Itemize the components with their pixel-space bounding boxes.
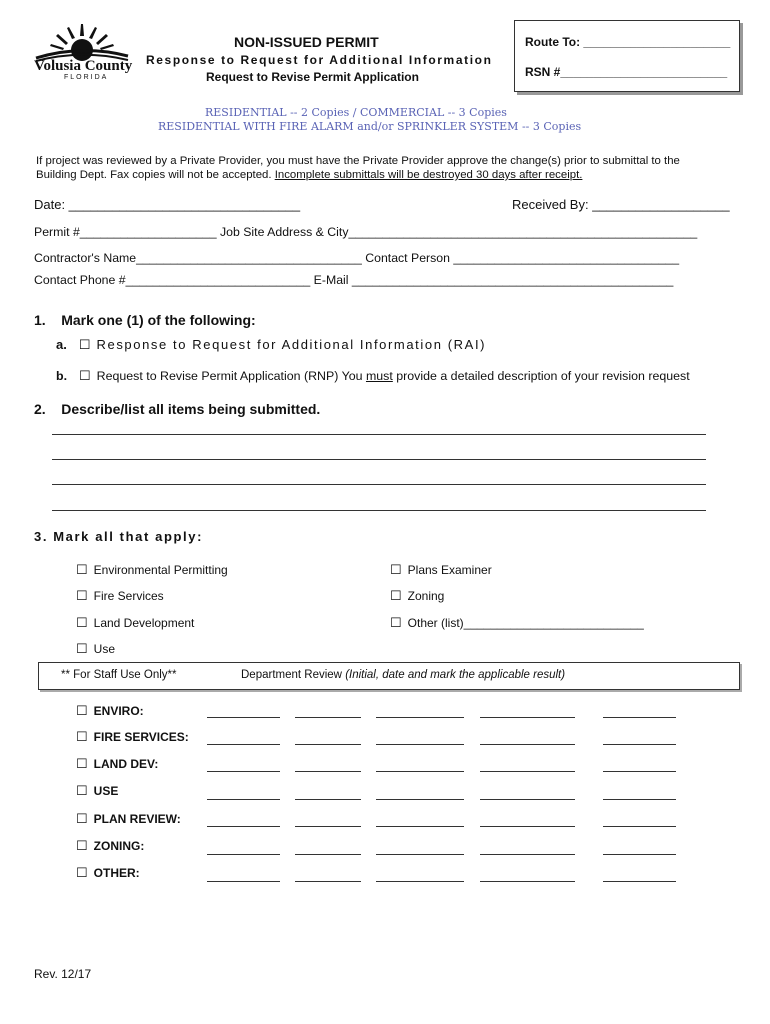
checkbox[interactable]: ☐ bbox=[76, 756, 88, 771]
notice-underlined: Incomplete submittals will be destroyed 30 days after receipt. bbox=[274, 169, 583, 181]
apply-other[interactable] bbox=[390, 615, 644, 631]
description-line-3[interactable] bbox=[52, 484, 706, 485]
zoning-reviewed-line[interactable] bbox=[376, 854, 464, 855]
zoning-rejected-line[interactable] bbox=[480, 854, 575, 855]
option-a-text: Response to Request for Additional Information (RAI) bbox=[96, 337, 487, 352]
staff-row-plan-review[interactable] bbox=[76, 811, 181, 827]
checkbox[interactable]: ☐ bbox=[76, 811, 88, 826]
apply-fire-services[interactable] bbox=[76, 588, 164, 604]
form-title: NON-ISSUED PERMIT bbox=[234, 34, 379, 50]
fire-date-line[interactable] bbox=[295, 744, 361, 745]
staff-row-label: ZONING: bbox=[93, 839, 145, 853]
checkbox[interactable]: ☐ bbox=[76, 615, 88, 630]
notice-line-1: If project was reviewed by a Private Provider, you must have the Private Provider approve the change(s) prior to submittal to the bbox=[36, 155, 680, 167]
apply-land-development[interactable] bbox=[76, 615, 194, 631]
plan-reviewed-line[interactable] bbox=[376, 826, 464, 827]
plan-rejected-line[interactable] bbox=[480, 826, 575, 827]
zoning-initials-line[interactable] bbox=[207, 854, 280, 855]
land-date-line[interactable] bbox=[295, 771, 361, 772]
plan-na-line[interactable] bbox=[603, 826, 676, 827]
staff-row-label: LAND DEV: bbox=[93, 757, 159, 771]
staff-row-label: USE bbox=[93, 784, 119, 798]
route-box bbox=[514, 20, 740, 92]
department-review-label bbox=[241, 669, 565, 681]
option-b-must: must bbox=[365, 369, 393, 383]
fire-rejected-line[interactable] bbox=[480, 744, 575, 745]
option-b-text-pre: Request to Revise Permit Application (RNP) You bbox=[96, 369, 366, 383]
staff-row-use[interactable] bbox=[76, 783, 118, 799]
option-a-checkbox[interactable]: ☐ bbox=[78, 337, 91, 352]
staff-use-box bbox=[38, 662, 740, 690]
received-by-field[interactable]: Received By: ___________________ bbox=[512, 197, 730, 212]
apply-environmental[interactable] bbox=[76, 562, 228, 578]
land-na-line[interactable] bbox=[603, 771, 676, 772]
other-reviewed-line[interactable] bbox=[376, 881, 464, 882]
use-rejected-line[interactable] bbox=[480, 799, 575, 800]
checkbox[interactable]: ☐ bbox=[76, 865, 88, 880]
land-rejected-line[interactable] bbox=[480, 771, 575, 772]
staff-row-zoning[interactable] bbox=[76, 838, 144, 854]
zoning-na-line[interactable] bbox=[603, 854, 676, 855]
sun-logo-icon bbox=[34, 22, 130, 62]
description-line-2[interactable] bbox=[52, 459, 706, 460]
land-initials-line[interactable] bbox=[207, 771, 280, 772]
apply-use[interactable] bbox=[76, 641, 115, 657]
option-b-checkbox[interactable]: ☐ bbox=[79, 368, 91, 383]
use-date-line[interactable] bbox=[295, 799, 361, 800]
staff-use-label: ** For Staff Use Only** bbox=[61, 669, 177, 681]
copies-line-2: RESIDENTIAL WITH FIRE ALARM and/or SPRINKLER SYSTEM -- 3 Copies bbox=[158, 120, 582, 133]
plan-initials-line[interactable] bbox=[207, 826, 280, 827]
copies-line-1: RESIDENTIAL -- 2 Copies / COMMERCIAL -- 3 Copies bbox=[205, 106, 507, 119]
logo-state: FLORIDA bbox=[64, 74, 109, 81]
apply-label: Other (list)___________________________ bbox=[407, 616, 644, 630]
staff-row-other[interactable] bbox=[76, 865, 140, 881]
checkbox[interactable]: ☐ bbox=[390, 615, 402, 630]
staff-row-label: FIRE SERVICES: bbox=[93, 730, 189, 744]
checkbox[interactable]: ☐ bbox=[76, 838, 88, 853]
logo-name: Volusia County bbox=[34, 58, 133, 74]
enviro-na-line[interactable] bbox=[603, 717, 676, 718]
zoning-date-line[interactable] bbox=[295, 854, 361, 855]
apply-label: Land Development bbox=[93, 616, 195, 630]
staff-row-land-dev[interactable] bbox=[76, 756, 158, 772]
checkbox[interactable]: ☐ bbox=[76, 562, 88, 577]
apply-label: Environmental Permitting bbox=[93, 563, 228, 577]
apply-plans-examiner[interactable] bbox=[390, 562, 492, 578]
fire-reviewed-line[interactable] bbox=[376, 744, 464, 745]
apply-zoning[interactable] bbox=[390, 588, 444, 604]
dept-review-text: Department Review bbox=[241, 669, 346, 681]
option-b-text-post: provide a detailed description of your revision request bbox=[392, 369, 690, 383]
staff-row-fire[interactable] bbox=[76, 729, 189, 745]
checkbox[interactable]: ☐ bbox=[390, 588, 402, 603]
permit-address-field[interactable]: Permit #____________________ Job Site Address & City___________________________________________________ bbox=[34, 225, 698, 239]
checkbox[interactable]: ☐ bbox=[76, 729, 88, 744]
route-to-field[interactable]: Route To: ______________________ bbox=[525, 35, 731, 49]
other-date-line[interactable] bbox=[295, 881, 361, 882]
other-na-line[interactable] bbox=[603, 881, 676, 882]
apply-label: Plans Examiner bbox=[407, 563, 492, 577]
checkbox[interactable]: ☐ bbox=[76, 588, 88, 603]
option-a[interactable] bbox=[56, 337, 486, 353]
checkbox[interactable]: ☐ bbox=[76, 783, 88, 798]
apply-label: Use bbox=[93, 642, 115, 656]
enviro-date-line[interactable] bbox=[295, 717, 361, 718]
use-initials-line[interactable] bbox=[207, 799, 280, 800]
enviro-initials-line[interactable] bbox=[207, 717, 280, 718]
fire-initials-line[interactable] bbox=[207, 744, 280, 745]
checkbox[interactable]: ☐ bbox=[76, 641, 88, 656]
use-na-line[interactable] bbox=[603, 799, 676, 800]
use-reviewed-line[interactable] bbox=[376, 799, 464, 800]
fire-na-line[interactable] bbox=[603, 744, 676, 745]
rsn-field[interactable]: RSN #_________________________ bbox=[525, 65, 728, 79]
option-b-label: b. bbox=[56, 369, 68, 383]
date-field[interactable]: Date: ________________________________ bbox=[34, 197, 301, 212]
option-b[interactable] bbox=[56, 368, 690, 384]
form-subtitle-2: Request to Revise Permit Application bbox=[206, 70, 419, 84]
option-a-label: a. bbox=[56, 337, 67, 352]
staff-row-label: ENVIRO: bbox=[93, 704, 144, 718]
dept-review-italic: (Initial, date and mark the applicable result) bbox=[345, 669, 566, 681]
notice-plain: Building Dept. Fax copies will not be accepted. bbox=[36, 169, 275, 181]
notice-line-2 bbox=[36, 169, 582, 181]
form-subtitle: Response to Request for Additional Information bbox=[146, 53, 493, 67]
section-3-heading: 3. Mark all that apply: bbox=[34, 529, 204, 544]
other-initials-line[interactable] bbox=[207, 881, 280, 882]
staff-row-label: PLAN REVIEW: bbox=[93, 812, 181, 826]
phone-email-field[interactable]: Contact Phone #___________________________ E-Mail _______________________________________________ bbox=[34, 273, 674, 287]
land-reviewed-line[interactable] bbox=[376, 771, 464, 772]
section-2-heading: 2. Describe/list all items being submitted. bbox=[34, 401, 321, 417]
checkbox[interactable]: ☐ bbox=[76, 703, 88, 718]
staff-row-enviro[interactable] bbox=[76, 703, 144, 719]
enviro-reviewed-line[interactable] bbox=[376, 717, 464, 718]
apply-label: Zoning bbox=[407, 589, 445, 603]
other-rejected-line[interactable] bbox=[480, 881, 575, 882]
description-line-4[interactable] bbox=[52, 510, 706, 511]
apply-label: Fire Services bbox=[93, 589, 164, 603]
contractor-field[interactable]: Contractor's Name_________________________________ Contact Person _________________________________ bbox=[34, 251, 680, 265]
plan-date-line[interactable] bbox=[295, 826, 361, 827]
staff-row-label: OTHER: bbox=[93, 866, 140, 880]
county-logo bbox=[34, 22, 134, 84]
revision-label: Rev. 12/17 bbox=[34, 967, 92, 981]
section-1-heading: 1. Mark one (1) of the following: bbox=[34, 312, 256, 328]
checkbox[interactable]: ☐ bbox=[390, 562, 402, 577]
enviro-rejected-line[interactable] bbox=[480, 717, 575, 718]
description-line-1[interactable] bbox=[52, 434, 706, 435]
